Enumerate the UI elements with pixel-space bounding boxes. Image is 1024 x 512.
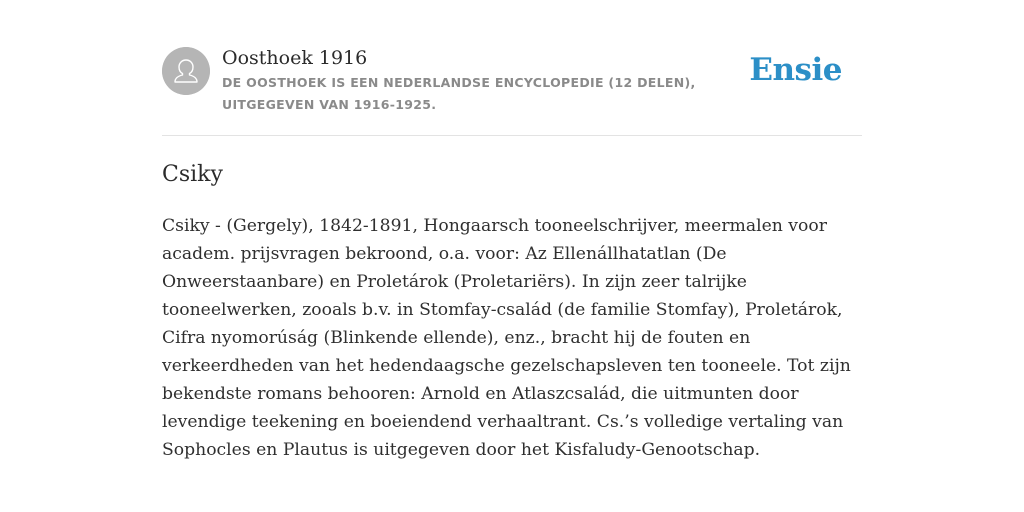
- article-title: Csiky: [162, 162, 223, 187]
- divider: [162, 135, 862, 136]
- user-icon-graphic: [162, 47, 210, 95]
- article-definition: Csiky - (Gergely), 1842-1891, Hongaarsch tooneelschrijver, meermalen voor academ. prijsvragen bekroond, o.a. voor: Az Ellenállhatatlan (De Onweerstaanbare) en Proletárok (Proletariërs). In zijn zeer talrijke tooneelwerken, zooals b.v. in Stomfay-család (de familie Stomfay), Proletárok, Cifra nyomorúság (Blinkende ellende), enz., bracht hij de fouten en verkeerdheden van het hedendaagsche gezelschapsleven ten tooneele. Tot zijn bekendste romans behooren: Arnold en Atlaszcsalád, die uitmunten door levendige teekening en boeiendend verhaaltrant. Cs.’s volledige vertaling van Sophocles en Plautus is uitgegeven door het Kisfaludy-Genootschap.: [162, 216, 851, 460]
- source-description: DE OOSTHOEK IS EEN NEDERLANDSE ENCYCLOPEDIE (12 DELEN), UITGEGEVEN VAN 1916-1925.: [222, 75, 696, 112]
- source-title[interactable]: Oosthoek 1916: [222, 47, 368, 69]
- brand-logo[interactable]: Ensie: [749, 52, 842, 88]
- source-header: [162, 44, 862, 116]
- user-icon[interactable]: [162, 47, 210, 95]
